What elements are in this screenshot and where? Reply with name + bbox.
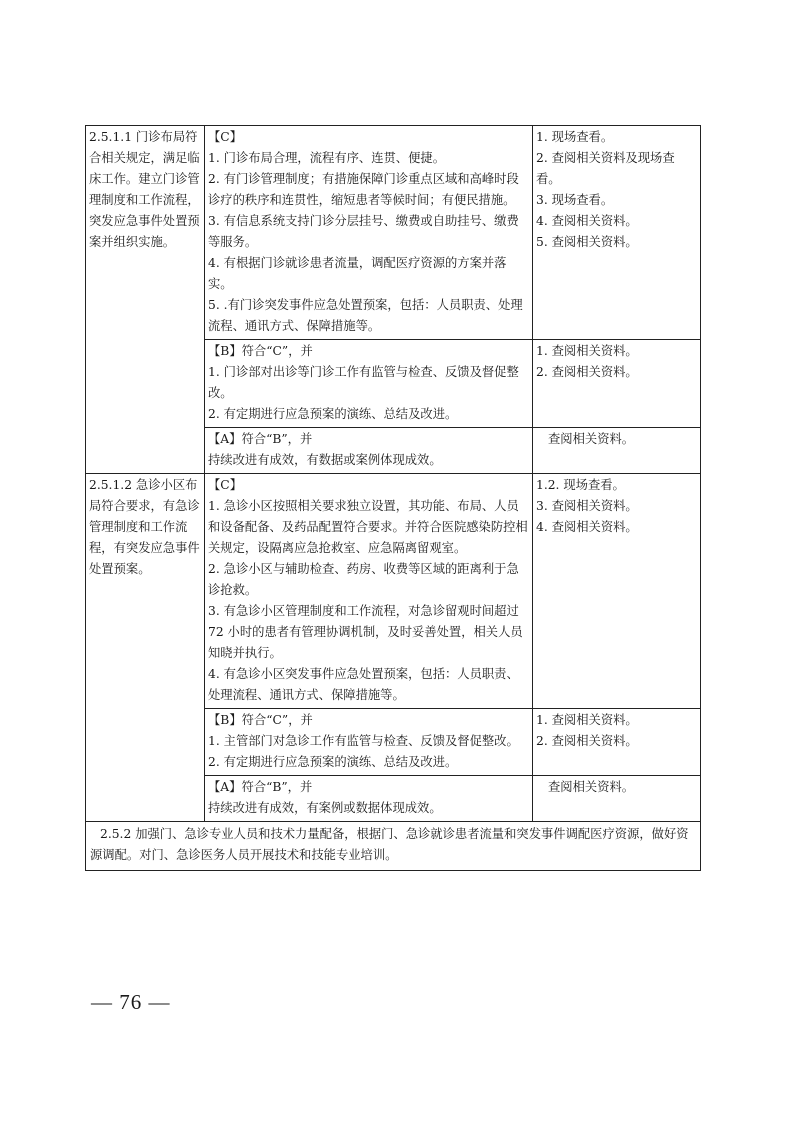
method-line: 3. 查阅相关资料。	[536, 499, 638, 513]
method-line: 1.2. 现场查看。	[536, 478, 625, 492]
criteria-cell-a	[205, 428, 533, 474]
criteria-header: 【A】符合“B”，并	[208, 432, 313, 446]
criteria-header: 【B】符合“C”，并	[208, 344, 313, 358]
criteria-line: 5. .有门诊突发事件应急处置预案，包括：人员职责、处理流程、通讯方式、保障措施等。	[208, 298, 523, 333]
table-row	[86, 474, 701, 709]
criteria-cell-c	[205, 474, 533, 709]
method-cell	[533, 776, 701, 822]
criteria-header: 【B】符合“C”，并	[208, 713, 313, 727]
method-cell	[533, 474, 701, 709]
criteria-line: 3. 有信息系统支持门诊分层挂号、缴费或自助挂号、缴费等服务。	[208, 214, 519, 249]
method-line: 1. 查阅相关资料。	[536, 713, 638, 727]
method-line: 查阅相关资料。	[548, 432, 635, 446]
method-line: 1. 查阅相关资料。	[536, 344, 638, 358]
criteria-header: 【C】	[208, 130, 243, 144]
page-number: — 76 —	[91, 990, 171, 1014]
method-line: 4. 查阅相关资料。	[536, 214, 638, 228]
criteria-line: 2. 有定期进行应急预案的演练、总结及改进。	[208, 407, 458, 421]
item-text: 2.5.1.1 门诊布局符合相关规定，满足临床工作。建立门诊管理制度和工作流程，突发应急事件处置预案并组织实施。	[89, 130, 200, 249]
section-2-5-2-text: 2.5.2 加强门、急诊专业人员和技术力量配备，根据门、急诊就诊患者流量和突发事件调配医疗资源，做好资源调配。对门、急诊医务人员开展技术和技能专业培训。	[86, 822, 701, 871]
criteria-line: 1. 主管部门对急诊工作有监管与检查、反馈及督促整改。	[208, 734, 519, 748]
criteria-cell-a	[205, 776, 533, 822]
criteria-line: 1. 门诊部对出诊等门诊工作有监管与检查、反馈及督促整改。	[208, 365, 519, 400]
item-text: 2.5.1.2 急诊小区布局符合要求，有急诊管理制度和工作流程，有突发应急事件处置预案。	[89, 478, 200, 576]
item-cell	[86, 474, 205, 822]
criteria-cell-c	[205, 126, 533, 340]
criteria-cell-b	[205, 340, 533, 428]
method-cell	[533, 428, 701, 474]
method-line: 2. 查阅相关资料。	[536, 365, 638, 379]
criteria-line: 2. 有门诊管理制度；有措施保障门诊重点区域和高峰时段诊疗的秩序和连贯性，缩短患者等候时间；有便民措施。	[208, 172, 519, 207]
criteria-header: 【C】	[208, 478, 243, 492]
method-cell	[533, 709, 701, 776]
criteria-cell-b	[205, 709, 533, 776]
item-cell	[86, 126, 205, 474]
criteria-line: 4. 有根据门诊就诊患者流量，调配医疗资源的方案并落实。	[208, 256, 507, 291]
criteria-line: 持续改进有成效，有数据或案例体现成效。	[208, 453, 442, 467]
criteria-line: 1. 急诊小区按照相关要求独立设置，其功能、布局、人员和设备配备、及药品配置符合要求。并符合医院感染防控相关规定，设隔离应急抢救室、应急隔离留观室。	[208, 499, 528, 555]
criteria-line: 1. 门诊布局合理，流程有序、连贯、便捷。	[208, 151, 445, 165]
criteria-header: 【A】符合“B”，并	[208, 780, 313, 794]
method-line: 1. 现场查看。	[536, 130, 614, 144]
method-line: 4. 查阅相关资料。	[536, 520, 638, 534]
criteria-line: 持续改进有成效，有案例或数据体现成效。	[208, 801, 442, 815]
criteria-line: 4. 有急诊小区突发事件应急处置预案，包括：人员职责、处理流程、通讯方式、保障措施等。	[208, 667, 519, 702]
criteria-line: 2. 急诊小区与辅助检查、药房、收费等区域的距离利于急诊抢救。	[208, 562, 519, 597]
method-line: 2. 查阅相关资料。	[536, 734, 638, 748]
method-line: 2. 查阅相关资料及现场查看。	[536, 151, 675, 186]
standards-table	[85, 125, 701, 871]
method-line: 查阅相关资料。	[548, 780, 635, 794]
method-cell	[533, 126, 701, 340]
method-line: 3. 现场查看。	[536, 193, 614, 207]
method-line: 5. 查阅相关资料。	[536, 235, 638, 249]
table-row	[86, 126, 701, 340]
method-cell	[533, 340, 701, 428]
criteria-line: 3. 有急诊小区管理制度和工作流程，对急诊留观时间超过 72 小时的患者有管理协调机制，及时妥善处置，相关人员知晓并执行。	[208, 604, 523, 660]
criteria-line: 2. 有定期进行应急预案的演练、总结及改进。	[208, 755, 458, 769]
table-row	[86, 822, 701, 871]
